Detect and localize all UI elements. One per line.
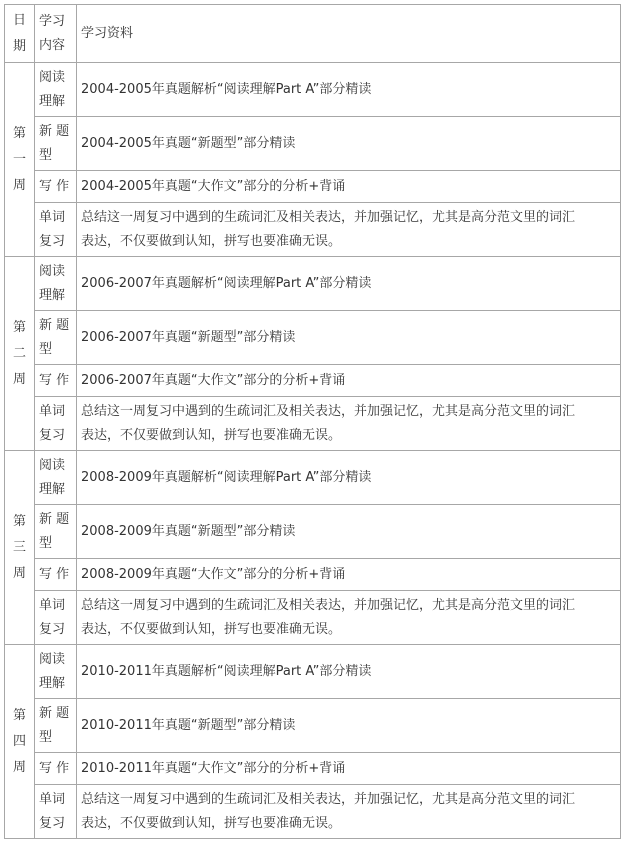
study-material-cell bbox=[77, 257, 621, 311]
study-material-line: 总结这一周复习中遇到的生疏词汇及相关表达，并加强记忆，尤其是高分范文里的词汇 bbox=[81, 403, 576, 419]
study-type-line: 型 bbox=[39, 147, 53, 163]
week-label-char: 二 bbox=[12, 345, 26, 361]
study-type-cell bbox=[35, 699, 77, 753]
study-type-line: 写 作 bbox=[39, 566, 70, 582]
study-material-line: 总结这一周复习中遇到的生疏词汇及相关表达，并加强记忆，尤其是高分范文里的词汇 bbox=[81, 597, 576, 613]
table-row bbox=[5, 451, 621, 505]
study-material-cell bbox=[77, 117, 621, 171]
study-material-line: 表达，不仅要做到认知，拼写也要准确无误。 bbox=[81, 815, 342, 831]
week-label-char: 周 bbox=[12, 177, 26, 193]
study-type-cell bbox=[35, 203, 77, 257]
study-type-line: 理解 bbox=[39, 93, 66, 109]
week-label-char: 三 bbox=[12, 539, 26, 555]
study-type-line: 阅读 bbox=[39, 69, 66, 85]
study-type-line: 写 作 bbox=[39, 760, 70, 776]
study-type-cell bbox=[35, 785, 77, 839]
study-material-line: 2004-2005年真题解析“阅读理解Part A”部分精读 bbox=[81, 81, 372, 97]
study-material-line: 表达，不仅要做到认知，拼写也要准确无误。 bbox=[81, 621, 342, 637]
study-type-cell bbox=[35, 257, 77, 311]
study-type-line: 复习 bbox=[39, 233, 66, 249]
study-type-cell bbox=[35, 591, 77, 645]
week-label-char: 周 bbox=[12, 565, 26, 581]
week-label-char: 第 bbox=[12, 513, 26, 529]
study-type-line: 新 题 bbox=[39, 705, 70, 721]
week-label-char: 第 bbox=[12, 319, 26, 335]
study-type-line: 新 题 bbox=[39, 317, 70, 333]
study-type-line: 复习 bbox=[39, 621, 66, 637]
study-schedule-table bbox=[4, 4, 621, 839]
study-material-line: 2006-2007年真题“大作文”部分的分析+背诵 bbox=[81, 372, 346, 388]
study-material-cell bbox=[77, 63, 621, 117]
study-material-cell bbox=[77, 171, 621, 203]
week-label-cell bbox=[5, 451, 35, 645]
table-row bbox=[5, 559, 621, 591]
study-type-cell bbox=[35, 397, 77, 451]
study-material-line: 2004-2005年真题“大作文”部分的分析+背诵 bbox=[81, 178, 346, 194]
study-material-cell bbox=[77, 699, 621, 753]
study-type-cell bbox=[35, 645, 77, 699]
header-content-line1: 学习 bbox=[39, 13, 66, 29]
study-material-cell bbox=[77, 785, 621, 839]
study-type-cell bbox=[35, 559, 77, 591]
study-type-line: 阅读 bbox=[39, 651, 66, 667]
week-label-char: 第 bbox=[12, 125, 26, 141]
table-row bbox=[5, 203, 621, 257]
header-date-line1: 日 bbox=[12, 12, 26, 28]
study-material-line: 2008-2009年真题“大作文”部分的分析+背诵 bbox=[81, 566, 346, 582]
table-row bbox=[5, 117, 621, 171]
study-type-cell bbox=[35, 365, 77, 397]
study-material-line: 总结这一周复习中遇到的生疏词汇及相关表达，并加强记忆，尤其是高分范文里的词汇 bbox=[81, 209, 576, 225]
study-type-line: 新 题 bbox=[39, 123, 70, 139]
week-label-char: 第 bbox=[12, 707, 26, 723]
table-row bbox=[5, 63, 621, 117]
study-type-cell bbox=[35, 311, 77, 365]
study-type-line: 单词 bbox=[39, 791, 66, 807]
table-row bbox=[5, 785, 621, 839]
table-row bbox=[5, 311, 621, 365]
study-material-line: 2010-2011年真题“大作文”部分的分析+背诵 bbox=[81, 760, 346, 776]
study-type-line: 阅读 bbox=[39, 457, 66, 473]
study-type-cell bbox=[35, 117, 77, 171]
study-type-cell bbox=[35, 753, 77, 785]
study-type-line: 理解 bbox=[39, 287, 66, 303]
table-row bbox=[5, 699, 621, 753]
week-label-char: 一 bbox=[12, 151, 26, 167]
study-type-line: 复习 bbox=[39, 815, 66, 831]
study-material-line: 2010-2011年真题解析“阅读理解Part A”部分精读 bbox=[81, 663, 372, 679]
table-row bbox=[5, 645, 621, 699]
week-label-cell bbox=[5, 645, 35, 839]
header-date-cell bbox=[5, 5, 35, 63]
study-material-line: 总结这一周复习中遇到的生疏词汇及相关表达，并加强记忆，尤其是高分范文里的词汇 bbox=[81, 791, 576, 807]
study-type-line: 写 作 bbox=[39, 178, 70, 194]
header-content-cell bbox=[35, 5, 77, 63]
study-type-cell bbox=[35, 63, 77, 117]
week-label-char: 周 bbox=[12, 759, 26, 775]
study-type-line: 阅读 bbox=[39, 263, 66, 279]
study-type-line: 新 题 bbox=[39, 511, 70, 527]
schedule-body bbox=[5, 5, 621, 839]
table-row bbox=[5, 365, 621, 397]
study-material-cell bbox=[77, 365, 621, 397]
table-row bbox=[5, 753, 621, 785]
study-material-cell bbox=[77, 591, 621, 645]
week-label-char: 周 bbox=[12, 371, 26, 387]
study-material-line: 2004-2005年真题“新题型”部分精读 bbox=[81, 135, 296, 151]
header-content-line2: 内容 bbox=[39, 37, 66, 53]
study-type-line: 型 bbox=[39, 535, 53, 551]
study-material-cell bbox=[77, 559, 621, 591]
study-material-cell bbox=[77, 505, 621, 559]
study-type-cell bbox=[35, 505, 77, 559]
study-material-line: 2008-2009年真题“新题型”部分精读 bbox=[81, 523, 296, 539]
study-type-line: 理解 bbox=[39, 675, 66, 691]
table-row bbox=[5, 257, 621, 311]
study-type-cell bbox=[35, 451, 77, 505]
study-type-line: 单词 bbox=[39, 597, 66, 613]
week-label-cell bbox=[5, 63, 35, 257]
header-row bbox=[5, 5, 621, 63]
study-material-cell bbox=[77, 397, 621, 451]
table-row bbox=[5, 171, 621, 203]
study-material-cell bbox=[77, 753, 621, 785]
header-materials-cell: 学习资料 bbox=[77, 5, 621, 63]
study-type-line: 型 bbox=[39, 729, 53, 745]
study-type-line: 复习 bbox=[39, 427, 66, 443]
study-type-line: 理解 bbox=[39, 481, 66, 497]
study-type-line: 单词 bbox=[39, 403, 66, 419]
study-type-line: 单词 bbox=[39, 209, 66, 225]
table-row bbox=[5, 505, 621, 559]
week-label-cell bbox=[5, 257, 35, 451]
study-material-line: 表达，不仅要做到认知，拼写也要准确无误。 bbox=[81, 427, 342, 443]
study-material-line: 表达，不仅要做到认知，拼写也要准确无误。 bbox=[81, 233, 342, 249]
study-material-line: 2010-2011年真题“新题型”部分精读 bbox=[81, 717, 296, 733]
study-material-cell bbox=[77, 645, 621, 699]
study-type-line: 写 作 bbox=[39, 372, 70, 388]
study-material-line: 2006-2007年真题“新题型”部分精读 bbox=[81, 329, 296, 345]
study-material-line: 2008-2009年真题解析“阅读理解Part A”部分精读 bbox=[81, 469, 372, 485]
week-label-char: 四 bbox=[12, 733, 26, 749]
study-material-cell bbox=[77, 203, 621, 257]
study-material-cell bbox=[77, 451, 621, 505]
table-row bbox=[5, 591, 621, 645]
study-type-cell bbox=[35, 171, 77, 203]
table-row bbox=[5, 397, 621, 451]
study-type-line: 型 bbox=[39, 341, 53, 357]
study-material-line: 2006-2007年真题解析“阅读理解Part A”部分精读 bbox=[81, 275, 372, 291]
header-date-line2: 期 bbox=[12, 38, 26, 54]
study-material-cell bbox=[77, 311, 621, 365]
